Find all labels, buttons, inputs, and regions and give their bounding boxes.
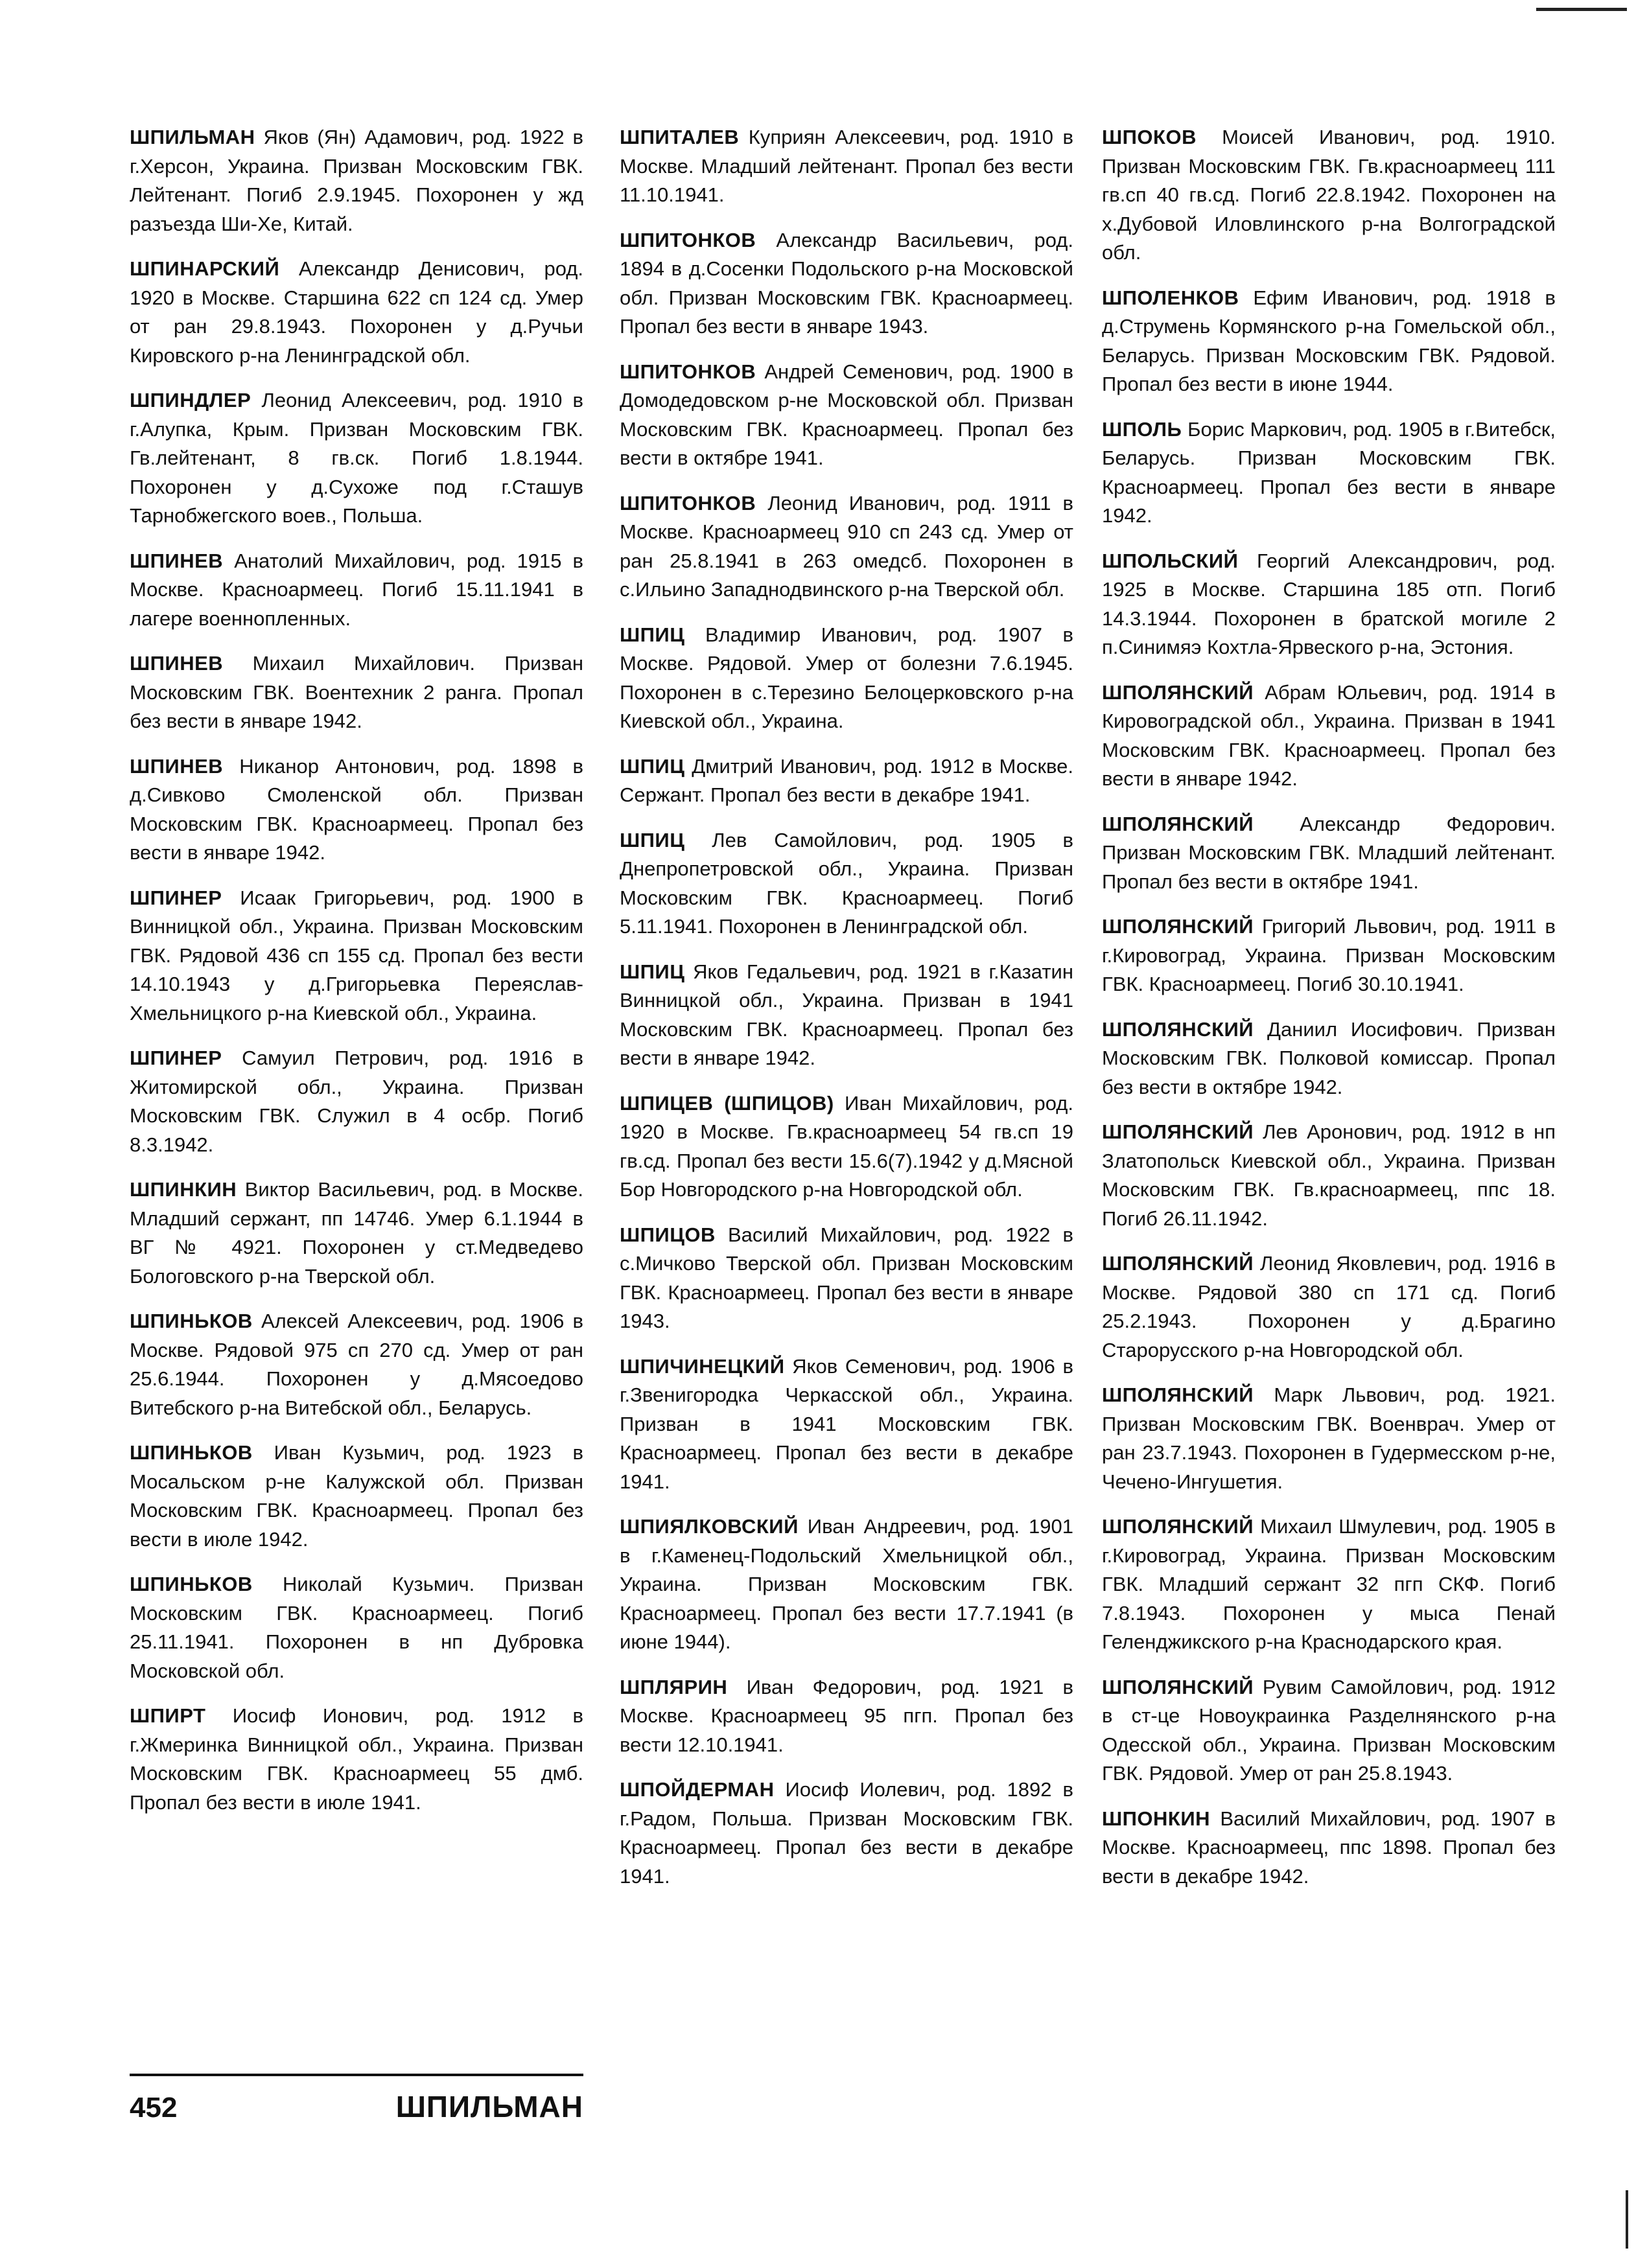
entry xyxy=(130,1044,583,1159)
entry-surname: ШПИТОНКОВ xyxy=(620,360,756,383)
entry-details: Марк Львович, род. 1921. Призван Московским ГВК. Военврач. Умер от ран 23.7.1943. Похоронен в Гудермесском р-не, Чечено-Ингушетия. xyxy=(1102,1383,1556,1493)
entry-details: Яков Гедальевич, род. 1921 в г.Казатин Винницкой обл., Украина. Призван в 1941 Московским ГВК. Красноармеец. Пропал без вести в январе 1942. xyxy=(620,960,1073,1069)
entry xyxy=(1102,810,1556,897)
entry-details: Владимир Иванович, род. 1907 в Москве. Рядовой. Умер от болезни 7.6.1945. Похоронен в с.Терезино Белоцерковского р-на Киевской обл., Украина. xyxy=(620,623,1073,732)
entry xyxy=(130,1702,583,1817)
entry xyxy=(620,1673,1073,1760)
entry-surname: ШПИНЕВ xyxy=(130,652,224,675)
entry-details: Александр Денисович, род. 1920 в Москве. Старшина 622 сп 124 сд. Умер от ран 29.8.1943. Похоронен у д.Ручьи Кировского р-на Ленинградской обл. xyxy=(130,257,583,367)
entry xyxy=(620,123,1073,210)
entry-details: Моисей Иванович, род. 1910. Призван Московским ГВК. Гв.красноармеец 111 гв.сп 40 гв.сд. Погиб 22.8.1942. Похоронен на х.Дубовой Иловлинского р-на Волгоградской обл. xyxy=(1102,126,1556,264)
entry-surname: ШПИНЬКОВ xyxy=(130,1573,253,1595)
entry xyxy=(130,884,583,1028)
entry-surname: ШПИЛЬМАН xyxy=(130,126,255,148)
entry-details: Дмитрий Иванович, род. 1912 в Москве. Сержант. Пропал без вести в декабре 1941. xyxy=(620,754,1073,806)
entry-surname: ШПОНКИН xyxy=(1102,1807,1211,1830)
scan-edge-line-top xyxy=(1536,8,1627,11)
entry xyxy=(1102,547,1556,662)
entry-details: Анатолий Михайлович, род. 1915 в Москве. Красноармеец. Погиб 15.11.1941 в лагере военнопленных. xyxy=(130,549,583,630)
entry xyxy=(130,649,583,736)
entry-surname: ШПОЛЕНКОВ xyxy=(1102,286,1239,309)
entry xyxy=(620,226,1073,341)
entry-surname: ШПИНКИН xyxy=(130,1178,237,1201)
scan-edge-line-right xyxy=(1626,2190,1628,2249)
entry-surname: ШПОЛЬ xyxy=(1102,417,1182,441)
entry-details: Никанор Антонович, род. 1898 в д.Сивково Смоленской обл. Призван Московским ГВК. Красноармеец. Пропал без вести в январе 1942. xyxy=(130,754,583,864)
entry-surname: ШПИНЕВ xyxy=(130,754,224,778)
entry xyxy=(1102,678,1556,794)
entry xyxy=(130,1175,583,1291)
entry-surname: ШПИРТ xyxy=(130,1704,206,1727)
entry xyxy=(130,123,583,238)
entry xyxy=(1102,1015,1556,1102)
entry-details: Лев Самойлович, род. 1905 в Днепропетровской обл., Украина. Призван Московским ГВК. Красноармеец. Погиб 5.11.1941. Похоронен в Ленинградской обл. xyxy=(620,828,1073,938)
running-head: ШПИЛЬМАН xyxy=(395,2090,583,2123)
entry-surname: ШПИЦЕВ (ШПИЦОВ) xyxy=(620,1091,834,1115)
entry-surname: ШПОЛЯНСКИЙ xyxy=(1102,1675,1254,1698)
entry xyxy=(1102,284,1556,399)
entry xyxy=(130,1570,583,1685)
entry-details: Иосиф Иолевич, род. 1892 в г.Радом, Польша. Призван Московским ГВК. Красноармеец. Пропал без вести в декабре 1941. xyxy=(620,1778,1073,1888)
entry xyxy=(620,826,1073,942)
entry-surname: ШПОЛЯНСКИЙ xyxy=(1102,1383,1254,1406)
entry-details: Леонид Алексеевич, род. 1910 в г.Алупка, Крым. Призван Московским ГВК. Гв.лейтенант, 8 гв.ск. Погиб 1.8.1944. Похоронен у д.Сухоже под г.Сташув Тарнобжегского воев., Польша. xyxy=(130,389,583,527)
entry-details: Михаил Шмулевич, род. 1905 в г.Кировоград, Украина. Призван Московским ГВК. Младший сержант 32 пгп СКФ. Погиб 7.8.1943. Похоронен у мыса Пенай Геленджикского р-на Краснодарского края. xyxy=(1102,1515,1556,1653)
entry-details: Исаак Григорьевич, род. 1900 в Винницкой обл., Украина. Призван Московским ГВК. Рядовой 436 сп 155 сд. Пропал без вести 14.10.1943 у д.Григорьевка Переяслав-Хмельницкого р-на Киевской обл., Украина. xyxy=(130,886,583,1024)
entry-surname: ШПОЛЯНСКИЙ xyxy=(1102,1120,1254,1143)
entry-details: Иван Михайлович, род. 1920 в Москве. Гв.красноармеец 54 гв.сп 19 гв.сд. Пропал без вести 15.6(7).1942 у д.Мясной Бор Новгородского р-на Новгородской обл. xyxy=(620,1091,1073,1201)
entry xyxy=(620,1512,1073,1657)
entry xyxy=(130,547,583,634)
entry-surname: ШПИНЕР xyxy=(130,1047,222,1069)
entry-surname: ШПОЙДЕРМАН xyxy=(620,1778,775,1801)
entry-surname: ШПОКОВ xyxy=(1102,126,1197,148)
entry-surname: ШПИЦ xyxy=(620,828,685,851)
entry-details: Алексей Алексеевич, род. 1906 в Москве. Рядовой 975 сп 270 сд. Умер от ран 25.6.1944. Похоронен у д.Мясоедово Витебского р-на Витебской обл., Беларусь. xyxy=(130,1310,583,1419)
entry-details: Куприян Алексеевич, род. 1910 в Москве. Младший лейтенант. Пропал без вести 11.10.1941. xyxy=(620,126,1073,206)
entry xyxy=(130,386,583,531)
entry-details: Георгий Александрович, род. 1925 в Москве. Старшина 185 отп. Погиб 14.3.1944. Похоронен в братской могиле 2 п.Синимяэ Кохтла-Ярвеского р-на, Эстония. xyxy=(1102,549,1556,658)
entry-surname: ШПИНЕР xyxy=(130,886,222,909)
entry xyxy=(1102,1381,1556,1496)
page-footer xyxy=(130,2074,583,2124)
column-3 xyxy=(1102,123,1556,1907)
entry xyxy=(1102,1512,1556,1657)
entry-surname: ШПОЛЬСКИЙ xyxy=(1102,549,1239,572)
entry-details: Григорий Львович, род. 1911 в г.Кировоград, Украина. Призван Московским ГВК. Красноармеец. Погиб 30.10.1941. xyxy=(1102,915,1556,995)
entry-surname: ШПОЛЯНСКИЙ xyxy=(1102,680,1254,704)
entry-details: Яков Семенович, род. 1906 в г.Звенигородка Черкасской обл., Украина. Призван в 1941 Московским ГВК. Красноармеец. Пропал без вести в декабре 1941. xyxy=(620,1354,1073,1493)
entry xyxy=(1102,1118,1556,1233)
entry xyxy=(130,1307,583,1422)
entry xyxy=(620,621,1073,736)
entry xyxy=(620,1352,1073,1497)
entry xyxy=(620,752,1073,810)
entry-surname: ШПИЦ xyxy=(620,960,685,983)
entry xyxy=(130,752,583,868)
entry-details: Иван Андреевич, род. 1901 в г.Каменец-Подольский Хмельницкой обл., Украина. Призван Московским ГВК. Красноармеец. Пропал без вести 17.7.1941 (в июне 1944). xyxy=(620,1515,1073,1653)
entry-surname: ШПИТОНКОВ xyxy=(620,228,756,251)
entry-surname: ШПЛЯРИН xyxy=(620,1675,728,1698)
entry-surname: ШПИЦОВ xyxy=(620,1223,716,1246)
entry-details: Михаил Михайлович. Призван Московским ГВК. Воентехник 2 ранга. Пропал без вести в январе 1942. xyxy=(130,652,583,732)
entry-details: Ефим Иванович, род. 1918 в д.Струмень Кормянского р-на Гомельской обл., Беларусь. Призван Московским ГВК. Рядовой. Пропал без вести в июне 1944. xyxy=(1102,286,1556,395)
entry-surname: ШПИТОНКОВ xyxy=(620,491,756,515)
entry-surname: ШПОЛЯНСКИЙ xyxy=(1102,1515,1254,1538)
column-2 xyxy=(620,123,1073,1907)
entry-surname: ШПИЦ xyxy=(620,754,685,778)
entry xyxy=(130,1439,583,1554)
entry-surname: ШПИНЬКОВ xyxy=(130,1310,253,1332)
entry xyxy=(1102,1673,1556,1788)
entry-surname: ШПИЯЛКОВСКИЙ xyxy=(620,1515,799,1538)
entry xyxy=(620,958,1073,1073)
entry-surname: ШПИЦ xyxy=(620,623,685,646)
entry-details: Виктор Васильевич, род. в Москве. Младший сержант, пп 14746. Умер 6.1.1944 в ВГ № 4921. Похоронен у ст.Медведево Бологовского р-на Тверской обл. xyxy=(130,1178,583,1288)
entry-details: Борис Маркович, род. 1905 в г.Витебск, Беларусь. Призван Московским ГВК. Красноармеец. Пропал без вести в январе 1942. xyxy=(1102,417,1556,527)
entry-surname: ШПОЛЯНСКИЙ xyxy=(1102,1252,1254,1275)
entry-surname: ШПИТАЛЕВ xyxy=(620,126,740,148)
entry-details: Иван Кузьмич, род. 1923 в Мосальском р-не Калужской обл. Призван Московским ГВК. Красноармеец. Пропал без вести в июле 1942. xyxy=(130,1441,583,1551)
entry-surname: ШПИНЬКОВ xyxy=(130,1441,253,1464)
entry xyxy=(1102,415,1556,531)
entry-details: Леонид Иванович, род. 1911 в Москве. Красноармеец 910 сп 243 сд. Умер от ран 25.8.1941 в 263 омедсб. Похоронен в с.Ильино Западнодвинского р-на Тверской обл. xyxy=(620,491,1073,601)
footer-rule xyxy=(130,2074,583,2076)
entry-details: Николай Кузьмич. Призван Московским ГВК. Красноармеец. Погиб 25.11.1941. Похоронен в нп Дубровка Московской обл. xyxy=(130,1573,583,1682)
entry xyxy=(620,489,1073,605)
entry xyxy=(620,1776,1073,1891)
entry xyxy=(130,255,583,370)
entry-surname: ШПОЛЯНСКИЙ xyxy=(1102,1017,1254,1041)
entry-details: Лев Аронович, род. 1912 в нп Златопольск Киевской обл., Украина. Призван Московским ГВК. Гв.красноармеец, ппс 18. Погиб 26.11.1942. xyxy=(1102,1120,1556,1230)
entry-surname: ШПОЛЯНСКИЙ xyxy=(1102,915,1254,938)
entry-details: Рувим Самойлович, род. 1912 в ст-це Новоукраинка Разделнянского р-на Одесской обл., Украина. Призван Московским ГВК. Рядовой. Умер от ран 25.8.1943. xyxy=(1102,1675,1556,1785)
entry-details: Иосиф Ионович, род. 1912 в г.Жмеринка Винницкой обл., Украина. Призван Московским ГВК. Красноармеец 55 дмб. Пропал без вести в июле 1941. xyxy=(130,1704,583,1814)
entry-surname: ШПОЛЯНСКИЙ xyxy=(1102,812,1254,835)
entry xyxy=(1102,123,1556,268)
entry xyxy=(620,1221,1073,1336)
entry-details: Василий Михайлович, род. 1922 в с.Мичково Тверской обл. Призван Московским ГВК. Красноармеец. Пропал без вести в январе 1943. xyxy=(620,1223,1073,1332)
entry xyxy=(1102,912,1556,999)
column-1 xyxy=(130,123,583,1833)
entry xyxy=(620,358,1073,473)
entry-surname: ШПИЧИНЕЦКИЙ xyxy=(620,1354,785,1378)
entry-surname: ШПИНДЛЕР xyxy=(130,389,251,411)
entry xyxy=(1102,1249,1556,1365)
entry-details: Леонид Яковлевич, род. 1916 в Москве. Рядовой 380 сп 171 сд. Погиб 25.2.1943. Похоронен у д.Брагино Старорусского р-на Новгородской обл. xyxy=(1102,1252,1556,1361)
entry-details: Яков (Ян) Адамович, род. 1922 в г.Херсон, Украина. Призван Московским ГВК. Лейтенант. Погиб 2.9.1945. Похоронен у жд разъезда Ши-Хе, Китай. xyxy=(130,126,583,235)
entry-details: Абрам Юльевич, род. 1914 в Кировоградской обл., Украина. Призван в 1941 Московским ГВК. Красноармеец. Пропал без вести в январе 1942. xyxy=(1102,680,1556,790)
entry-details: Иван Федорович, род. 1921 в Москве. Красноармеец 95 пгп. Пропал без вести 12.10.1941. xyxy=(620,1675,1073,1756)
entry-details: Александр Васильевич, род. 1894 в д.Сосенки Подольского р-на Московской обл. Призван Московским ГВК. Красноармеец. Пропал без вести в январе 1943. xyxy=(620,228,1073,338)
entry-details: Андрей Семенович, род. 1900 в Домодедовском р-не Московской обл. Призван Московским ГВК. Красноармеец. Пропал без вести в октябре 1941. xyxy=(620,360,1073,469)
entry-details: Василий Михайлович, род. 1907 в Москве. Красноармеец, ппс 1898. Пропал без вести в декабре 1942. xyxy=(1102,1807,1556,1888)
entry-details: Александр Федорович. Призван Московским ГВК. Младший лейтенант. Пропал без вести в октябре 1941. xyxy=(1102,812,1556,893)
entry-surname: ШПИНЕВ xyxy=(130,549,224,572)
entry xyxy=(620,1089,1073,1205)
entry-details: Даниил Иосифович. Призван Московским ГВК. Полковой комиссар. Пропал без вести в октябре 1942. xyxy=(1102,1017,1556,1098)
entry xyxy=(1102,1805,1556,1892)
page-number: 452 xyxy=(130,2092,178,2123)
entry-surname: ШПИНАРСКИЙ xyxy=(130,257,280,280)
entry-details: Самуил Петрович, род. 1916 в Житомирской обл., Украина. Призван Московским ГВК. Служил в 4 осбр. Погиб 8.3.1942. xyxy=(130,1047,583,1156)
footer-row xyxy=(130,2089,583,2124)
